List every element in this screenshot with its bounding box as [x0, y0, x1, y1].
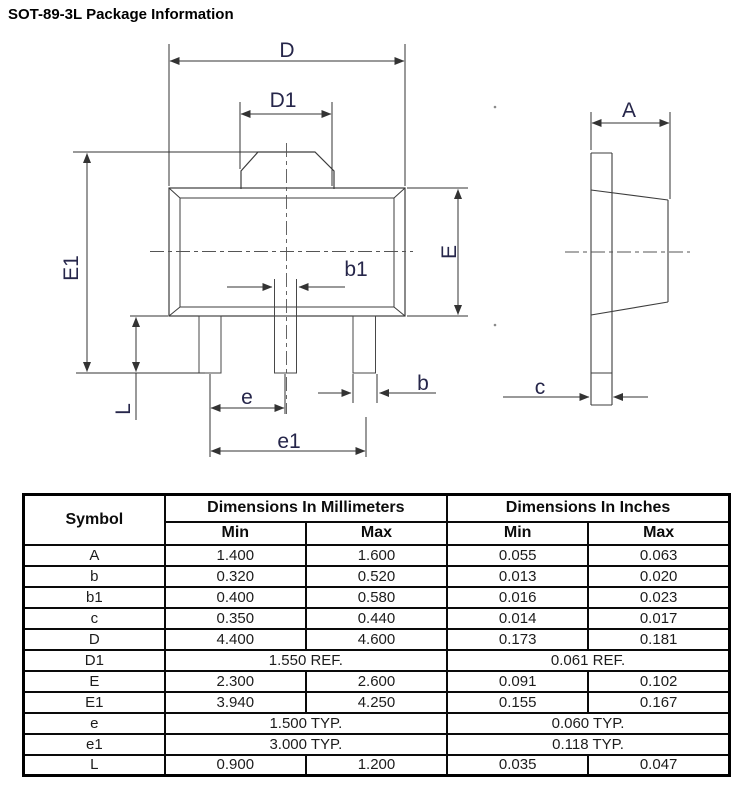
- table-row: [24, 545, 730, 566]
- value-cell: 0.900: [165, 755, 306, 776]
- value-cell-span: 1.550 REF.: [165, 650, 447, 671]
- value-cell: 0.013: [447, 566, 588, 587]
- dim-label-D: D: [279, 39, 295, 62]
- value-cell: 0.350: [165, 608, 306, 629]
- value-cell: 0.181: [588, 629, 729, 650]
- symbol-cell: e: [24, 713, 165, 734]
- value-cell: 0.017: [588, 608, 729, 629]
- dim-label-A: A: [621, 99, 637, 122]
- value-cell-span: 3.000 TYP.: [165, 734, 447, 755]
- value-cell: 0.173: [447, 629, 588, 650]
- value-cell: 0.400: [165, 587, 306, 608]
- table-row: [24, 692, 730, 713]
- value-cell: 4.250: [306, 692, 447, 713]
- symbol-cell: D1: [24, 650, 165, 671]
- value-cell: 0.320: [165, 566, 306, 587]
- value-cell: 4.600: [306, 629, 447, 650]
- dim-label-b1: b1: [344, 258, 368, 281]
- dimension-table: [22, 493, 731, 777]
- value-cell-span: 0.061 REF.: [447, 650, 729, 671]
- dim-label-c: c: [534, 376, 546, 399]
- value-cell: 2.600: [306, 671, 447, 692]
- value-cell: 0.035: [447, 755, 588, 776]
- value-cell-span: 1.500 TYP.: [165, 713, 447, 734]
- side-view: [494, 99, 690, 405]
- page-title: SOT-89-3L Package Information: [8, 6, 234, 23]
- header-inch: Dimensions In Inches: [447, 495, 729, 522]
- table-row: [24, 566, 730, 587]
- symbol-cell: c: [24, 608, 165, 629]
- symbol-cell: E1: [24, 692, 165, 713]
- value-cell: 0.020: [588, 566, 729, 587]
- symbol-cell: A: [24, 545, 165, 566]
- dim-label-b: b: [417, 372, 429, 395]
- value-cell: 0.091: [447, 671, 588, 692]
- dim-label-L: L: [112, 403, 135, 415]
- value-cell: 0.014: [447, 608, 588, 629]
- value-cell: 0.016: [447, 587, 588, 608]
- value-cell: 0.167: [588, 692, 729, 713]
- value-cell: 3.940: [165, 692, 306, 713]
- header-in-max: Max: [588, 522, 729, 545]
- symbol-cell: L: [24, 755, 165, 776]
- value-cell-span: 0.060 TYP.: [447, 713, 729, 734]
- table-row: [24, 713, 730, 734]
- dim-label-E1: E1: [60, 255, 83, 281]
- value-cell: 0.155: [447, 692, 588, 713]
- table-row: [24, 671, 730, 692]
- value-cell: 0.520: [306, 566, 447, 587]
- symbol-cell: e1: [24, 734, 165, 755]
- table-row: [24, 755, 730, 776]
- table-row: [24, 629, 730, 650]
- value-cell-span: 0.118 TYP.: [447, 734, 729, 755]
- print-dot: [494, 106, 497, 109]
- value-cell: 0.055: [447, 545, 588, 566]
- dimension-lines-side: [503, 112, 670, 397]
- value-cell: 1.200: [306, 755, 447, 776]
- package-outline-front: [169, 152, 405, 373]
- symbol-cell: b: [24, 566, 165, 587]
- header-in-min: Min: [447, 522, 588, 545]
- print-dot: [494, 324, 497, 327]
- table-row: [24, 650, 730, 671]
- front-view: [60, 39, 468, 457]
- symbol-cell: D: [24, 629, 165, 650]
- table-header: [24, 495, 730, 545]
- value-cell: 1.600: [306, 545, 447, 566]
- header-mm: Dimensions In Millimeters: [165, 495, 447, 522]
- symbol-cell: b1: [24, 587, 165, 608]
- value-cell: 2.300: [165, 671, 306, 692]
- header-symbol: Symbol: [24, 495, 165, 545]
- value-cell: 0.047: [588, 755, 729, 776]
- header-mm-max: Max: [306, 522, 447, 545]
- table-row: [24, 608, 730, 629]
- dim-label-e1: e1: [277, 430, 301, 453]
- dim-label-E: E: [438, 244, 461, 260]
- value-cell: 0.580: [306, 587, 447, 608]
- value-cell: 0.102: [588, 671, 729, 692]
- package-outline-side: [591, 153, 668, 405]
- table-row: [24, 734, 730, 755]
- value-cell: 0.023: [588, 587, 729, 608]
- header-mm-min: Min: [165, 522, 306, 545]
- value-cell: 1.400: [165, 545, 306, 566]
- dim-label-e: e: [241, 386, 253, 409]
- value-cell: 4.400: [165, 629, 306, 650]
- table-row: [24, 587, 730, 608]
- dim-label-D1: D1: [269, 89, 297, 112]
- value-cell: 0.063: [588, 545, 729, 566]
- symbol-cell: E: [24, 671, 165, 692]
- value-cell: 0.440: [306, 608, 447, 629]
